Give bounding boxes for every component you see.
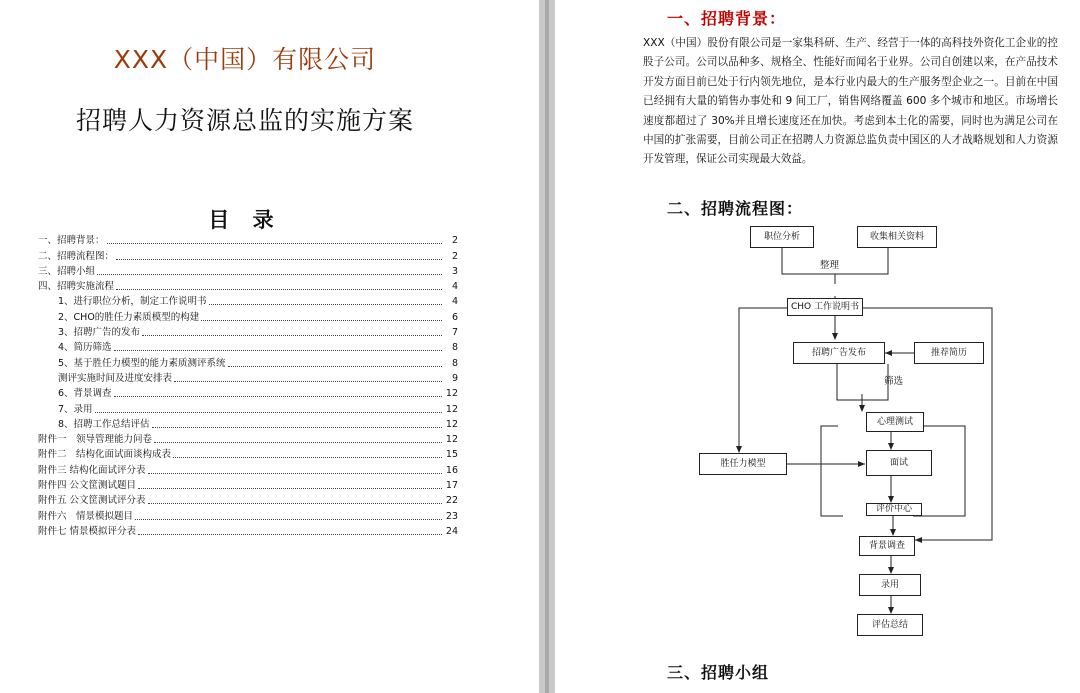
toc-entry-page: 12 xyxy=(445,434,458,446)
toc-entry-page: 8 xyxy=(451,342,458,354)
toc-entry[interactable] xyxy=(38,355,458,370)
toc-entry-label: 8、招聘工作总结评估 xyxy=(58,418,150,430)
toc-entry[interactable] xyxy=(38,294,458,309)
toc-entry[interactable] xyxy=(38,325,458,340)
toc-entry[interactable] xyxy=(38,478,458,493)
arrow-head xyxy=(885,350,892,356)
toc-entry-label: 附件三 结构化面试评分表 xyxy=(38,464,146,476)
toc-leader-dots xyxy=(173,457,442,458)
toc-entry-page: 17 xyxy=(445,480,458,492)
arrow-head xyxy=(858,461,865,467)
toc-entry-label: 二、招聘流程图： xyxy=(38,250,115,262)
company-name: XXX（中国）有限公司 xyxy=(113,45,377,74)
toc-leader-dots xyxy=(116,289,442,290)
flow-cho-jd: CHO 工作说明书 xyxy=(787,298,863,316)
flow-job-analysis: 职位分析 xyxy=(750,226,814,248)
flow-evaluation: 评估总结 xyxy=(857,614,923,636)
flow-screening: 筛选 xyxy=(884,376,904,387)
toc-leader-dots xyxy=(154,442,442,443)
connector-cho-to-competency xyxy=(739,308,787,450)
toc-leader-dots xyxy=(114,396,442,397)
content-page xyxy=(555,0,1080,693)
arrow-head xyxy=(888,443,894,450)
section2-heading: 二、招聘流程图： xyxy=(667,199,804,218)
toc-entry-label: 附件六 情景模拟题目 xyxy=(38,510,134,522)
toc-entry-label: 一、招聘背景： xyxy=(38,235,105,247)
toc-entry-page: 9 xyxy=(451,372,458,384)
toc-leader-dots xyxy=(97,274,442,275)
arrow-head xyxy=(888,567,894,574)
toc-entry[interactable] xyxy=(38,264,458,279)
toc-entry-page: 2 xyxy=(451,235,458,247)
toc-heading: 目 录 xyxy=(208,208,282,232)
toc-leader-dots xyxy=(107,243,442,244)
toc-entry-page: 3 xyxy=(451,265,458,277)
toc-leader-dots xyxy=(228,366,442,367)
toc-entry[interactable] xyxy=(38,417,458,432)
toc-entry[interactable] xyxy=(38,447,458,462)
toc-entry-label: 3、招聘广告的发布 xyxy=(58,327,141,339)
flow-recommend: 推荐简历 xyxy=(914,342,984,364)
toc-entry-page: 6 xyxy=(451,311,458,323)
toc-entry-label: 三、招聘小组 xyxy=(38,265,96,277)
toc-entry[interactable] xyxy=(38,309,458,324)
toc-entry-label: 附件一 领导管理能力问卷 xyxy=(38,434,153,446)
toc-entry-page: 16 xyxy=(445,464,458,476)
toc-entry-page: 12 xyxy=(445,418,458,430)
toc-entry[interactable] xyxy=(38,371,458,386)
toc-leader-dots xyxy=(174,381,442,382)
toc-entry-label: 附件四 公文筐测试题目 xyxy=(38,480,137,492)
toc-leader-dots xyxy=(142,335,442,336)
arrow-head xyxy=(888,496,894,503)
arrow-head xyxy=(890,529,896,536)
toc-entry-label: 4、简历筛选 xyxy=(58,342,112,354)
flow-hire: 录用 xyxy=(859,574,921,596)
toc-leader-dots xyxy=(148,473,442,474)
toc-entry[interactable] xyxy=(38,524,458,539)
toc-entry-page: 4 xyxy=(451,281,458,293)
document-title: 招聘人力资源总监的实施方案 xyxy=(75,106,414,135)
toc-entry[interactable] xyxy=(38,248,458,263)
arrow-head xyxy=(859,405,865,412)
toc-entry-label: 附件二 结构化面试面谈构成表 xyxy=(38,449,172,461)
toc-entry-page: 23 xyxy=(445,510,458,522)
toc-entry[interactable] xyxy=(38,386,458,401)
arrow-head xyxy=(915,537,922,543)
section1-body: XXX（中国）股份有限公司是一家集科研、生产、经营于一体的高科技外资化工企业的控股子公司。公司以品种多、规格全、性能好而闻名于业界。公司自创建以来，在产品技术开发方面目前已处于行内领先地位，是本行业内最大的生产服务型企业之一。目前在中国已经拥有大量的销售办事处和 9 间工厂，销售网络覆盖 600 多个城市和地区。市场增长速度都超过了 30%并且增长速度还在加快。考虑到本土化的需要，同时也为满足公司在中国的扩张需要，目前公司正在招聘人力资源总监负责中国区的人才战略规划和人力资源开发管理，保证公司实现最大效益。 xyxy=(643,37,1058,166)
toc-entry[interactable] xyxy=(38,493,458,508)
toc-entry-page: 2 xyxy=(451,250,458,262)
toc-entry[interactable] xyxy=(38,279,458,294)
toc-entry[interactable] xyxy=(38,462,458,477)
flow-background: 背景调查 xyxy=(859,536,915,556)
flow-collect-info: 收集相关资料 xyxy=(857,226,937,248)
toc-entry-page: 8 xyxy=(451,357,458,369)
toc-entry[interactable] xyxy=(38,340,458,355)
toc-leader-dots xyxy=(148,503,442,504)
toc-entry[interactable] xyxy=(38,233,458,248)
toc-entry-page: 15 xyxy=(445,449,458,461)
toc-leader-dots xyxy=(201,320,442,321)
flow-organize: 整理 xyxy=(820,260,840,271)
connector-psych-left xyxy=(821,426,843,516)
toc-entry-label: 附件七 情景模拟评分表 xyxy=(38,525,137,537)
toc-entry-page: 22 xyxy=(445,495,458,507)
toc-leader-dots xyxy=(209,304,442,305)
arrow-head xyxy=(888,607,894,614)
flow-competency: 胜任力模型 xyxy=(699,453,787,475)
toc-entry-label: 1、进行职位分析，制定工作说明书 xyxy=(58,296,207,308)
toc-entry-label: 四、招聘实施流程 xyxy=(38,281,115,293)
page-gutter xyxy=(539,0,555,693)
toc-entry[interactable] xyxy=(38,508,458,523)
toc-entry-label: 附件五 公文筐测试评分表 xyxy=(38,495,146,507)
toc-entry-page: 12 xyxy=(445,388,458,400)
toc-leader-dots xyxy=(135,519,442,520)
toc-page xyxy=(0,0,539,693)
toc-leader-dots xyxy=(116,259,442,260)
toc-entry-label: 5、基于胜任力模型的能力素质测评系统 xyxy=(58,357,226,369)
toc-entry[interactable] xyxy=(38,432,458,447)
toc-entry[interactable] xyxy=(38,401,458,416)
flow-assessment: 评价中心 xyxy=(866,503,922,516)
toc-leader-dots xyxy=(152,427,442,428)
table-of-contents xyxy=(38,233,458,539)
toc-leader-dots xyxy=(138,488,442,489)
toc-entry-label: 6、背景调查 xyxy=(58,388,112,400)
flow-recruit-ad: 招聘广告发布 xyxy=(793,342,885,364)
section1-heading: 一、招聘背景： xyxy=(667,9,787,28)
toc-leader-dots xyxy=(95,412,442,413)
toc-entry-label: 测评实施时间及进度安排表 xyxy=(58,372,173,384)
toc-leader-dots xyxy=(114,350,442,351)
flow-interview: 面试 xyxy=(866,450,932,476)
arrow-head xyxy=(736,446,742,453)
toc-entry-page: 7 xyxy=(451,327,458,339)
toc-entry-label: 7、录用 xyxy=(58,403,93,415)
arrow-head xyxy=(832,333,838,340)
section3-heading: 三、招聘小组 xyxy=(667,663,770,682)
toc-entry-page: 24 xyxy=(445,525,458,537)
toc-entry-page: 12 xyxy=(445,403,458,415)
flow-psych-test: 心理测试 xyxy=(866,412,924,432)
toc-leader-dots xyxy=(138,534,442,535)
toc-entry-label: 2、CHO的胜任力素质模型的构建 xyxy=(58,311,200,323)
toc-entry-page: 4 xyxy=(451,296,458,308)
